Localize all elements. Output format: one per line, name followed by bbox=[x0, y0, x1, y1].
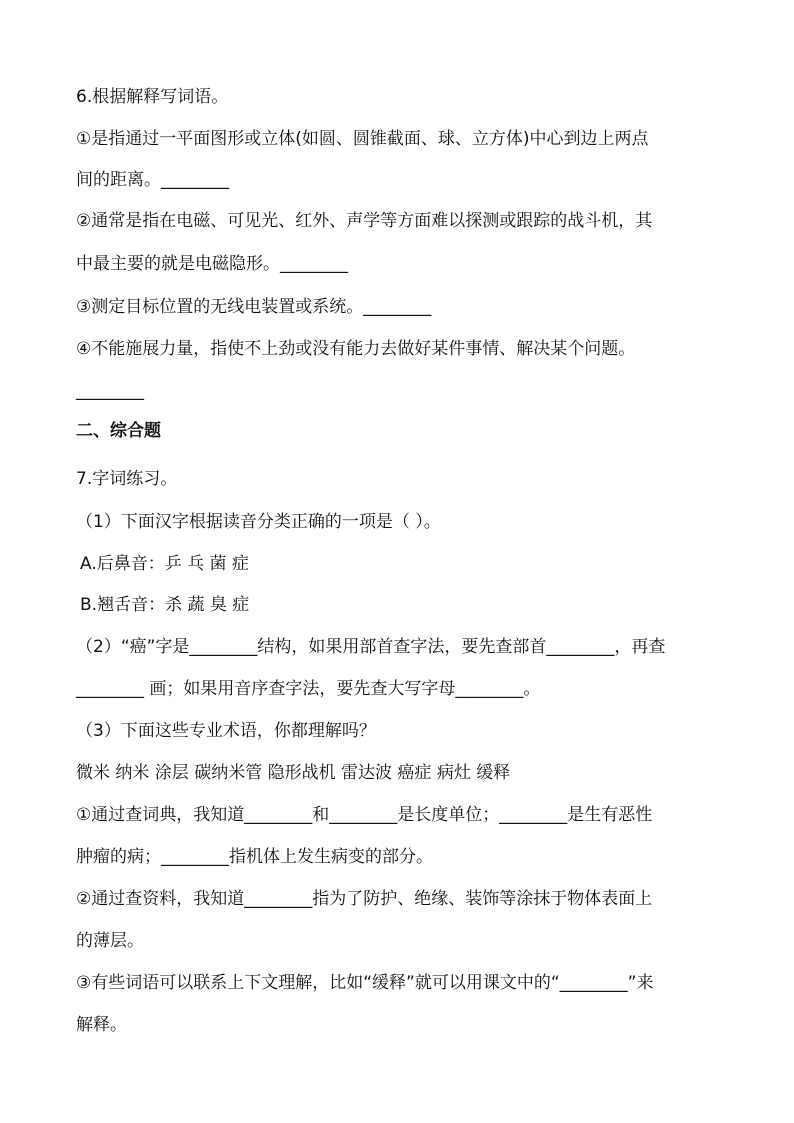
question-7-title: 7.字词练习。 bbox=[76, 469, 178, 489]
q6-item-4-line-2: ________ bbox=[76, 381, 144, 401]
question-6-title: 6.根据解释写词语。 bbox=[76, 87, 229, 107]
q7-part-1: （1）下面汉字根据读音分类正确的一项是（ ）。 bbox=[76, 512, 441, 532]
q7-sub-3-line-2: 解释。 bbox=[76, 1015, 127, 1035]
q7-sub-3-line-1: ③有些词语可以联系上下文理解，比如“缓释”就可以用课文中的“________”来 bbox=[76, 973, 654, 993]
q7-option-a: A.后鼻音：乒 乓 菌 症 bbox=[80, 554, 249, 574]
q6-item-1-line-2: 间的距离。________ bbox=[76, 170, 229, 190]
q7-sub-1-line-1: ①通过查词典，我知道________和________是长度单位；________是生有恶性 bbox=[76, 805, 653, 825]
q7-terms-list: 微米 纳米 涂层 碳纳米管 隐形战机 雷达波 癌症 病灶 缓释 bbox=[76, 763, 511, 783]
q7-part-2-line-2: ________ 画；如果用音序查字法，要先查大写字母________。 bbox=[76, 679, 541, 699]
q7-option-b: B.翘舌音：杀 蔬 臭 症 bbox=[80, 595, 250, 615]
section-2-heading: 二、综合题 bbox=[76, 421, 161, 441]
q7-sub-2-line-2: 的薄层。 bbox=[76, 931, 144, 951]
q7-sub-2-line-1: ②通过查资料，我知道________指为了防护、绝缘、装饰等涂抹于物体表面上 bbox=[76, 889, 653, 909]
q6-item-3: ③测定目标位置的无线电装置或系统。________ bbox=[76, 297, 432, 317]
q7-part-2-line-1: （2）“癌”字是________结构，如果用部首查字法，要先查部首________，再查 bbox=[76, 637, 666, 657]
q6-item-4-line-1: ④不能施展力量，指使不上劲或没有能力去做好某件事情、解决某个问题。 bbox=[76, 339, 636, 359]
q7-part-3: （3）下面这些专业术语，你都理解吗？ bbox=[76, 721, 376, 741]
q6-item-2-line-1: ②通常是指在电磁、可见光、红外、声学等方面难以探测或跟踪的战斗机，其 bbox=[76, 211, 653, 231]
q6-item-2-line-2: 中最主要的就是电磁隐形。________ bbox=[76, 254, 348, 274]
q7-sub-1-line-2: 肿瘤的病；________指机体上发生病变的部分。 bbox=[76, 847, 433, 867]
q6-item-1-line-1: ①是指通过一平面图形或立体(如圆、圆锥截面、球、立方体)中心到边上两点 bbox=[76, 129, 649, 149]
